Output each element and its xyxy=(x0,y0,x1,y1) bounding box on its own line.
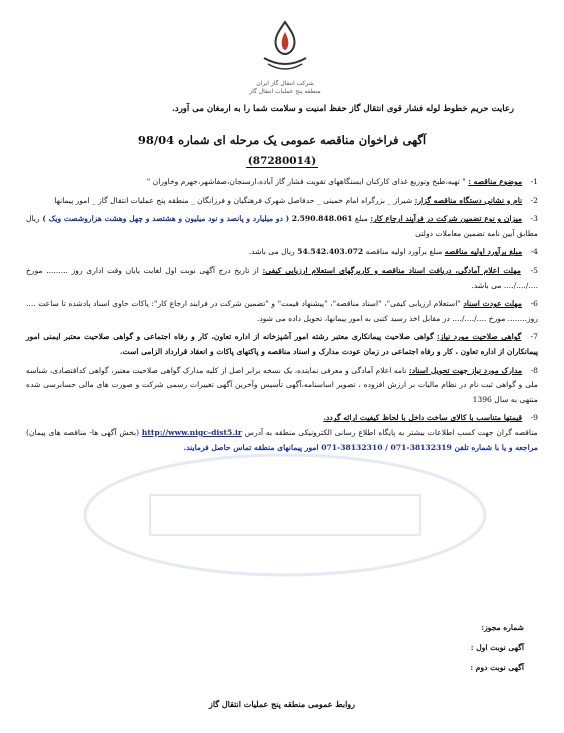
closing-section-text: (بخش آگهی ها- مناقصه های پیمان) xyxy=(26,427,140,437)
item-text: شیراز _ بزرگراه امام خمینی _ حدفاصل شهرک فرهنگیان و فرزانگان _ منطقه پنج عملیات انتقال گاز _ امور پیمانها xyxy=(54,195,413,205)
item-3 xyxy=(26,212,538,241)
item-4 xyxy=(26,245,538,260)
item-text: نامه اعلام آمادگی و معرفی نماینده، یک نسخه برابر اصل از کلیه مدارک گواهی صلاحیت معتبر، گواهی کداقتصادی، شناسه ملی و گواهی ثبت نام در نظام مالیات بر ارزش افزوده ، تصویر اساسنامه،آگهی تأسیس وآخرین آگهی تغییرات رسمی شرکت و صورت های مالی حسابرسی شده منتهی به سال 1396 xyxy=(26,365,538,404)
item-text: از تاریخ درج آگهی نوبت اول لغایت پایان وقت اداری روز ......... مورخ ..../..../.... می باشد. xyxy=(26,265,538,290)
item-text: ریال می باشد. xyxy=(248,247,295,257)
item-text: " تهیه،طبخ وتوزیع غذای کارکنان ایستگاههای تقویت فشار گاز آباده،ارسنجان،صفاشهر،جهرم وخاوران " xyxy=(146,177,466,186)
intro-line: رعایت حریم خطوط لوله فشار قوی انتقال گاز حفظ امنیت و سلامت شما را به ارمغان می آورد. xyxy=(171,104,514,114)
item-2 xyxy=(26,194,538,209)
item-number: 5- xyxy=(530,265,538,275)
closing-paragraph xyxy=(26,426,538,455)
item-number: 2- xyxy=(530,195,538,205)
website-link[interactable]: http://www.nigc-dist5.ir xyxy=(141,427,242,437)
item-text: "استعلام ارزیابی کیفی"، "اسناد مناقصه"، "پیشنهاد قیمت" و "تضمین شرکت در فرایند ارجاع کار": پاکات حاوی اسناد پادشده تا ساعت .... روز........ مورخ ..../..../.... در مقابل اخذ رسید کتبی به امور پیمانها، تحویل داده می شود. xyxy=(26,299,538,323)
reference-number-text: (87280014) xyxy=(247,155,317,167)
second-publication-label: آگهی نوبت دوم : xyxy=(470,663,524,672)
item-label: گواهی صلاحیت مورد نیاز: xyxy=(437,332,522,342)
item-label: میزان و نوع تضمین شرکت در فرآیند ارجاع کار: xyxy=(370,214,523,224)
page-title: آگهی فراخوان مناقصه عمومی یک مرحله ای شماره 98/04 xyxy=(137,133,427,147)
item-label: مبلغ برآورد اولیه مناقصه xyxy=(444,247,523,257)
item-number: 9- xyxy=(530,413,538,423)
guarantee-amount: 2.590.848.061 xyxy=(291,214,353,224)
item-text: گواهی صلاحیت پیمانکاری معتبر رشته امور آشپزخانه از اداره تعاون، کار و رفاه اجتماعی و گواهی صلاحیت معتبر ایمنی امور پیمانکاران از اداره تعاون ، کار و رفاه اجتماعی در زمان عودت مدارک و اسناد مناقصه و پاکتهای پاکات و انعقاد قرارداد الزامی است. xyxy=(26,332,538,356)
guarantee-amount-words: ( دو میلیارد و پانصد و نود میلیون و هشتصد و چهل وهشت هزاروشصت ویک ) xyxy=(39,214,290,224)
watermark-icon xyxy=(70,440,500,590)
item-text: مبلغ xyxy=(352,214,368,224)
item-6 xyxy=(26,297,538,326)
item-number: 6- xyxy=(530,299,538,309)
certificate-block xyxy=(324,618,524,678)
item-1 xyxy=(26,175,538,190)
item-5 xyxy=(26,264,538,293)
item-label: قیمتها متناسب با کالای ساخت داخل با لحاظ کیفیت ارائه گردد. xyxy=(323,413,523,423)
closing-text: مناقصه گران جهت کسب اطلاعات بیشتر به پایگاه اطلاع رسانی الکترونیکی منطقه به آدرس xyxy=(244,427,538,437)
item-number: 3- xyxy=(530,214,538,224)
permit-number-label: شماره مجوز: xyxy=(481,623,524,632)
item-9 xyxy=(26,411,538,426)
item-text: ریال مطابق آیین نامه تضمین معاملات دولتی xyxy=(26,214,538,238)
nigc-flame-logo-icon xyxy=(250,18,320,78)
notice-body xyxy=(26,175,538,455)
closing-phone-text: مراجعه و یا با شماره تلفن 38132319-071 / 38132310-071 امور پیمانهای منطقه تماس حاصل فرمایند. xyxy=(183,442,538,452)
estimate-amount: 54.542.403.072 xyxy=(297,247,364,257)
item-number: 1- xyxy=(530,177,538,186)
item-label: مهلت اعلام آمادگی، دریافت اسناد مناقصه و کاربرگهای استعلام ارزیابی کیفی: xyxy=(262,265,521,275)
item-text: مبلغ برآورد اولیه مناقصه xyxy=(363,247,443,257)
logo-caption: شرکت انتقال گاز ایران منطقه پنج عملیات انتقال گاز xyxy=(249,80,321,95)
item-number: 4- xyxy=(530,247,538,257)
footer-signature: روابط عمومی منطقه پنج عملیات انتقال گاز xyxy=(208,699,356,709)
item-8 xyxy=(26,364,538,408)
item-number: 7- xyxy=(530,332,538,342)
reference-number xyxy=(40,155,524,167)
item-number: 8- xyxy=(530,365,538,375)
item-label: مهلت عودت اسناد xyxy=(463,299,522,309)
first-publication-label: آگهی نوبت اول : xyxy=(470,643,524,652)
item-7 xyxy=(26,330,538,359)
item-label: نام و نشانی دستگاه مناقصه گزار: xyxy=(414,195,523,205)
item-label: مدارک مورد نیاز جهت تحویل اسناد: xyxy=(408,365,523,375)
item-label: موضوع مناقصه : xyxy=(468,177,523,186)
